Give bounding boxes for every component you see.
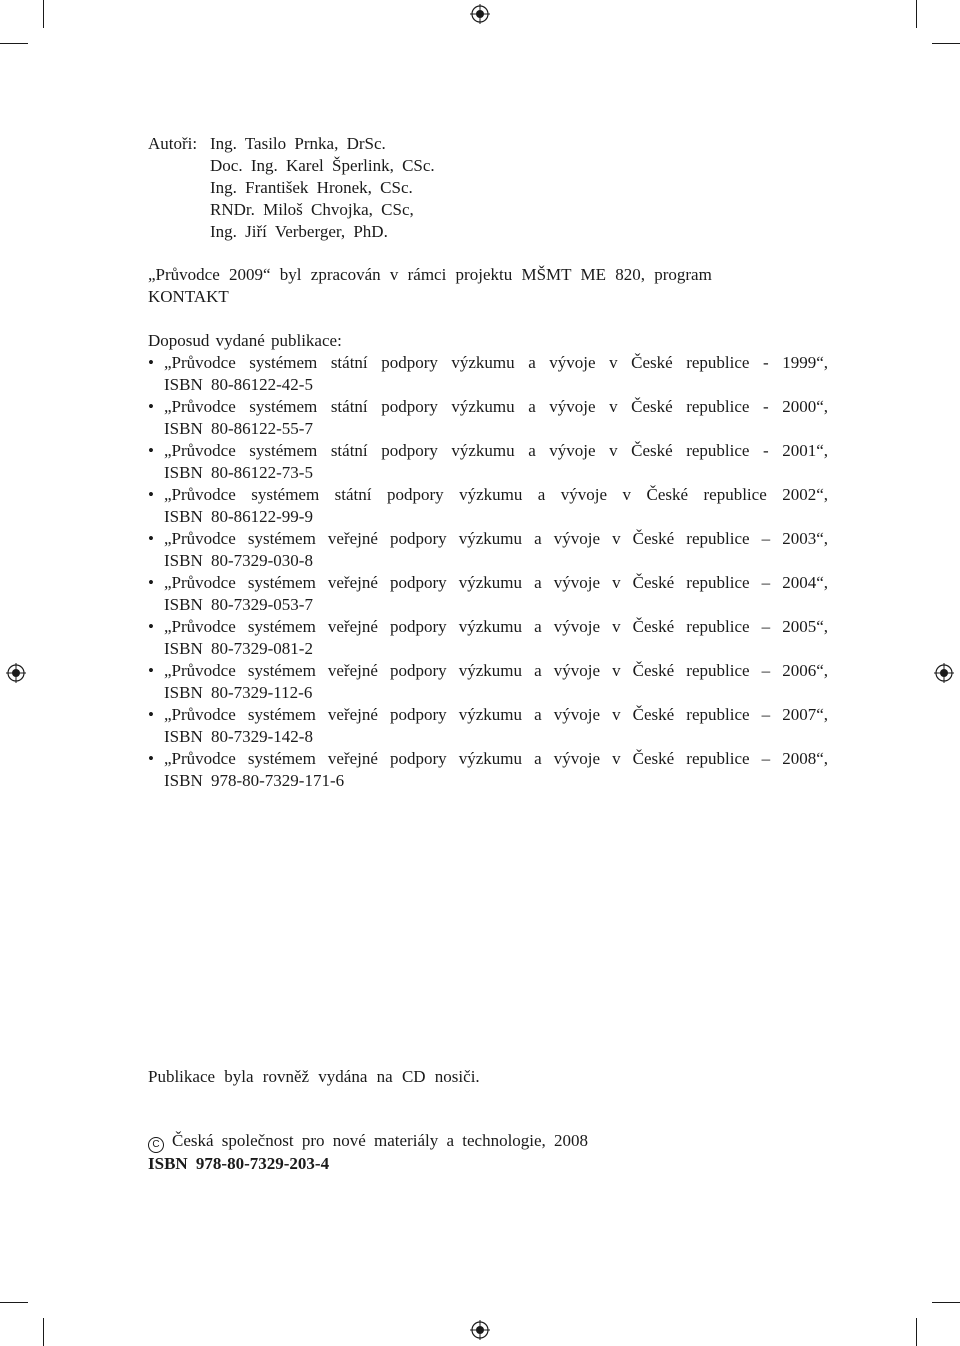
list-item (148, 660, 828, 704)
intro-line: „Průvodce 2009“ byl zpracován v rámci projektu MŠMT ME 820, program (148, 265, 712, 284)
registration-mark-top-icon (470, 4, 490, 24)
publication-isbn: ISBN 80-86122-55-7 (164, 419, 313, 438)
list-item (148, 572, 828, 616)
bullet-icon: • (148, 661, 154, 680)
registration-mark-bottom-icon (470, 1320, 490, 1340)
crop-mark-bottom-left-h (0, 1302, 28, 1303)
crop-mark-top-right-h (932, 43, 960, 44)
list-item (148, 704, 828, 748)
publication-isbn: ISBN 80-7329-142-8 (164, 727, 313, 746)
registration-mark-left-icon (6, 663, 26, 683)
publication-isbn: ISBN 80-86122-73-5 (164, 463, 313, 482)
crop-mark-top-left (43, 0, 44, 28)
book-isbn: ISBN 978-80-7329-203-4 (148, 1154, 330, 1173)
publications-section (148, 330, 828, 792)
publication-title: „Průvodce systémem státní podpory výzkumu a vývoje v České republice - 1999“, (164, 353, 828, 372)
authors-list (210, 133, 435, 243)
publications-heading: Doposud vydané publikace: (148, 331, 342, 350)
bullet-icon: • (148, 749, 154, 768)
publications-list (148, 352, 828, 792)
list-item (148, 440, 828, 484)
publication-title: „Průvodce systémem veřejné podpory výzkumu a vývoje v České republice – 2003“, (164, 529, 828, 548)
authors-label: Autoři: (148, 134, 198, 153)
author-name: RNDr. Miloš Chvojka, CSc, (210, 200, 414, 219)
crop-mark-top-left-h (0, 43, 28, 44)
copyright-line (148, 1130, 588, 1153)
bullet-icon: • (148, 705, 154, 724)
publication-title: „Průvodce systémem státní podpory výzkumu a vývoje v České republice 2002“, (164, 485, 828, 504)
publication-isbn: ISBN 978-80-7329-171-6 (164, 771, 345, 790)
author-name: Ing. František Hronek, CSc. (210, 178, 413, 197)
list-item (148, 528, 828, 572)
publication-title: „Průvodce systémem státní podpory výzkumu a vývoje v České republice - 2001“, (164, 441, 828, 460)
publication-isbn: ISBN 80-7329-112-6 (164, 683, 313, 702)
publication-title: „Průvodce systémem státní podpory výzkumu a vývoje v České republice - 2000“, (164, 397, 828, 416)
publication-title: „Průvodce systémem veřejné podpory výzkumu a vývoje v České republice – 2007“, (164, 705, 828, 724)
author-name: Doc. Ing. Karel Šperlink, CSc. (210, 156, 435, 175)
list-item (148, 748, 828, 792)
copyright-text: Česká společnost pro nové materiály a technologie, 2008 (172, 1131, 589, 1150)
list-item (148, 484, 828, 528)
bullet-icon: • (148, 529, 154, 548)
bullet-icon: • (148, 485, 154, 504)
publication-isbn: ISBN 80-7329-081-2 (164, 639, 313, 658)
list-item (148, 616, 828, 660)
authors-block (148, 133, 435, 243)
publication-isbn: ISBN 80-7329-030-8 (164, 551, 313, 570)
registration-mark-right-icon (934, 663, 954, 683)
publication-isbn: ISBN 80-7329-053-7 (164, 595, 313, 614)
bullet-icon: • (148, 573, 154, 592)
crop-mark-bottom-left (43, 1318, 44, 1346)
author-name: Ing. Tasilo Prnka, DrSc. (210, 134, 386, 153)
copyright-icon: C (148, 1137, 164, 1153)
copyright-block (148, 1130, 588, 1175)
bullet-icon: • (148, 617, 154, 636)
intro-paragraph (148, 264, 818, 308)
publication-title: „Průvodce systémem veřejné podpory výzkumu a vývoje v České republice – 2005“, (164, 617, 828, 636)
bullet-icon: • (148, 441, 154, 460)
publication-title: „Průvodce systémem veřejné podpory výzkumu a vývoje v České republice – 2008“, (164, 749, 828, 768)
crop-mark-bottom-right-h (932, 1302, 960, 1303)
bullet-icon: • (148, 397, 154, 416)
publication-title: „Průvodce systémem veřejné podpory výzkumu a vývoje v České republice – 2004“, (164, 573, 828, 592)
publication-title: „Průvodce systémem veřejné podpory výzkumu a vývoje v České republice – 2006“, (164, 661, 828, 680)
author-name: Ing. Jiří Verberger, PhD. (210, 222, 388, 241)
bullet-icon: • (148, 353, 154, 372)
publication-isbn: ISBN 80-86122-99-9 (164, 507, 313, 526)
crop-mark-top-right (916, 0, 917, 28)
list-item (148, 352, 828, 396)
cd-note: Publikace byla rovněž vydána na CD nosiči. (148, 1067, 480, 1086)
intro-line: KONTAKT (148, 287, 229, 306)
crop-mark-bottom-right (916, 1318, 917, 1346)
list-item (148, 396, 828, 440)
publication-isbn: ISBN 80-86122-42-5 (164, 375, 313, 394)
